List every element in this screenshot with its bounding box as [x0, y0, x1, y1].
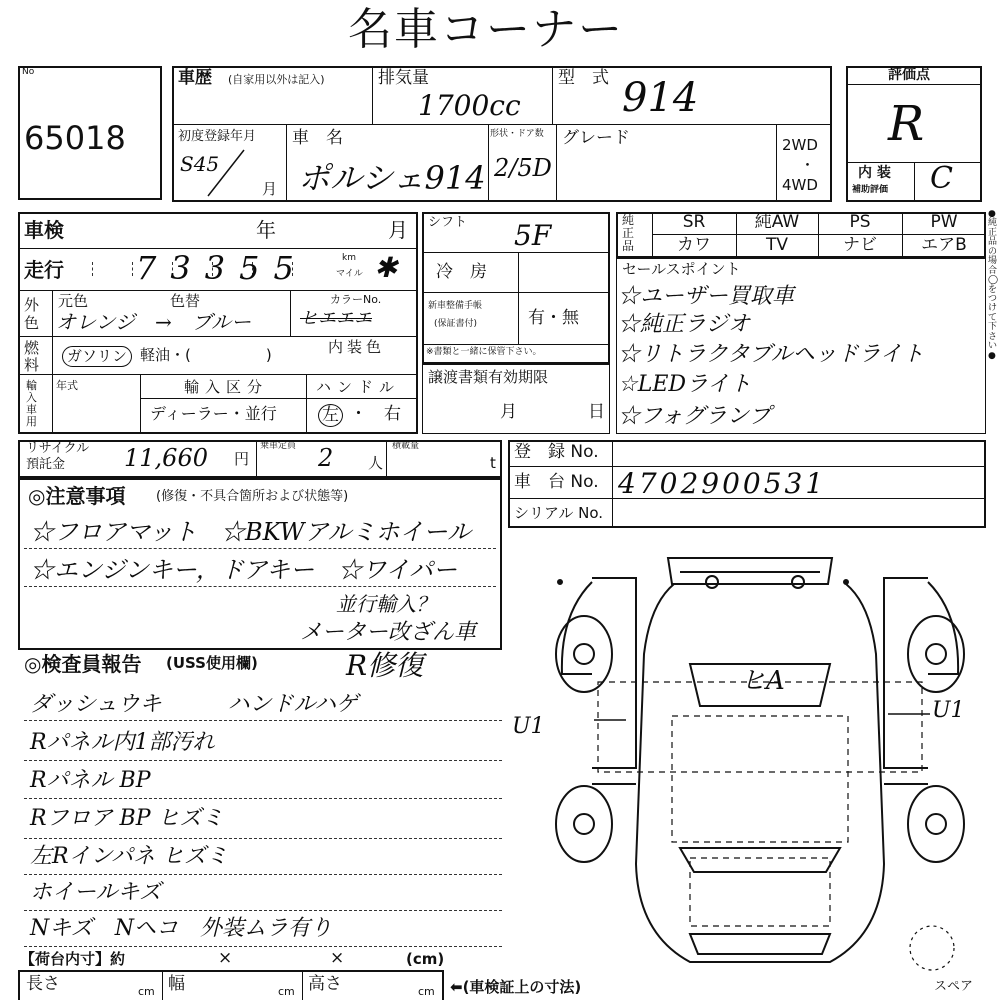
model-year-label: 年式: [56, 379, 78, 392]
diagram-left-mark: U1: [512, 714, 545, 739]
fuel-label: 燃料: [24, 339, 40, 374]
inspector-line-7: Nキズ Nヘコ 外装ムラ有り: [30, 916, 333, 941]
mileage-label: 走行: [24, 258, 64, 282]
color-value: オレンジ → ブルー: [56, 310, 251, 334]
spare-label: スペア: [934, 979, 974, 994]
notes-subtitle: (修復・不具合箇所および状態等): [156, 489, 349, 504]
cargo-length-unit: cm: [138, 985, 155, 998]
reg-no-label: 登 録 No.: [514, 442, 599, 462]
handle-label: ハンドル: [316, 378, 401, 396]
cargo-box: [18, 970, 444, 1000]
sales-point-5: ☆フォグランプ: [618, 404, 771, 429]
mile-unit: マイル: [336, 269, 363, 279]
service-note: ※書類と一緒に保管下さい。: [426, 347, 542, 357]
page-title: 名車コーナー: [348, 4, 624, 55]
car-diagram: [540, 544, 980, 974]
cargo-length-label: 長さ: [26, 974, 60, 994]
chassis-no-value: 4702900531: [618, 467, 827, 500]
first-reg-slash: [196, 146, 256, 198]
first-reg-value: S45: [180, 152, 220, 176]
notes-title: ◎注意事項: [28, 484, 126, 508]
sales-point-3: ☆リトラクタブルヘッドライト: [618, 342, 925, 367]
color-change-label: 色替: [170, 292, 201, 310]
cargo-cm: (cm): [406, 950, 445, 968]
inspector-line-3: Rパネル BP: [30, 768, 151, 793]
note-line-4: メーター改ざん車: [300, 620, 477, 645]
drive-sep: ・: [800, 156, 816, 174]
equip-airbag: エアB: [921, 235, 967, 255]
inspector-subtitle: (USS使用欄): [166, 654, 258, 672]
drive-2wd: 2WD: [782, 136, 818, 154]
km-unit: km: [342, 253, 356, 263]
inspector-line-1: ダッシュウキ ハンドルハゲ: [30, 692, 359, 717]
color-no-label: カラーNo.: [330, 293, 382, 306]
cargo-height-unit: cm: [418, 985, 435, 998]
equip-ps: PS: [849, 212, 871, 232]
inspector-title: ◎検査員報告: [24, 652, 142, 676]
displacement-value: 1700cc: [418, 89, 521, 122]
fuel-other-option: 軽油・( ): [140, 346, 272, 364]
shaken-month-unit: 月: [388, 218, 408, 242]
import-type-value: ディーラー・並行: [150, 404, 277, 423]
cargo-times-2: ×: [330, 948, 345, 968]
shape-value: 2/5D: [494, 154, 552, 182]
capacity-label: 乗車定員: [260, 441, 297, 451]
shaken-label: 車検: [24, 218, 64, 242]
model-value: 914: [622, 75, 699, 121]
serial-no-label: シリアル No.: [514, 504, 604, 522]
load-label: 積載量: [392, 441, 420, 451]
service-book-label: 新車整備手帳: [428, 301, 483, 311]
capacity-value: 2: [318, 444, 334, 472]
handle-right-option: 右: [384, 404, 401, 424]
cargo-times-1: ×: [218, 948, 233, 968]
drive-4wd: 4WD: [782, 176, 818, 194]
note-line-3: 並行輸入？: [336, 592, 436, 616]
first-reg-month-unit: 月: [262, 180, 278, 198]
recycle-yen: 円: [234, 450, 250, 468]
recycle-label-1: リサイクル: [26, 441, 90, 456]
color-no-value: ヒエエエ: [300, 308, 372, 329]
capacity-unit: 人: [368, 454, 384, 472]
sales-points-label: セールスポイント: [622, 260, 741, 278]
import-type-label: 輸入区分: [184, 378, 269, 396]
sales-point-4: ☆LEDライト: [618, 372, 752, 397]
grade-label: グレード: [562, 128, 630, 148]
recycle-amount: 11,660: [124, 444, 208, 472]
shape-label: 形状・ドア数: [490, 129, 544, 139]
shaken-year-unit: 年: [256, 218, 276, 242]
cargo-note: ⬅(車検証上の寸法): [450, 978, 582, 996]
interior-label: 内 装: [858, 165, 891, 181]
transfer-day-unit: 日: [588, 402, 605, 422]
history-note: (自家用以外は記入): [228, 73, 325, 86]
model-label: 型 式: [558, 68, 609, 88]
shift-label: シフト: [428, 215, 468, 230]
inspector-line-6: ホイールキズ: [30, 880, 162, 905]
orig-color-label: 元色: [58, 292, 89, 310]
cargo-height-label: 高さ: [308, 974, 342, 994]
cargo-width-label: 幅: [168, 974, 185, 994]
import-label: 輸入車用: [26, 379, 37, 429]
cargo-width-unit: cm: [278, 985, 295, 998]
sales-point-2: ☆純正ラジオ: [618, 312, 751, 337]
score-value: R: [888, 96, 925, 152]
transfer-label: 譲渡書類有効期限: [428, 368, 549, 386]
lot-number: 65018: [24, 119, 126, 157]
interior-sub-label: 補助評価: [852, 185, 889, 195]
car-name-value: ポルシェ914: [298, 159, 486, 197]
aircon-label: 冷 房: [436, 262, 487, 282]
exterior-label: 外色: [24, 296, 40, 332]
note-line-2: ☆エンジンキー，ドアキー ☆ワイパー: [30, 556, 457, 584]
inspector-line-4: Rフロア BP ヒズミ: [30, 806, 224, 831]
displacement-label: 排気量: [378, 68, 429, 88]
side-vertical-text: ●純正品の場合◯をつけて下さい●: [988, 209, 999, 361]
recycle-label-2: 預託金: [26, 457, 66, 472]
transfer-month-unit: 月: [500, 402, 517, 422]
history-label: 車歴: [178, 68, 212, 88]
inspector-line-5: 左Rインパネ ヒズミ: [30, 844, 229, 869]
service-book-value: 有・無: [528, 308, 579, 328]
handle-sep: ・: [350, 404, 367, 424]
inspector-line-2: Rパネル内1部汚れ: [30, 730, 215, 755]
interior-color-label: 内装色: [328, 338, 386, 356]
service-book-sub: (保証書付): [434, 319, 478, 329]
handle-left-option: 左: [318, 404, 343, 427]
load-unit: t: [490, 454, 496, 472]
car-name-label: 車 名: [292, 128, 343, 148]
mileage-value: 73355: [136, 249, 308, 287]
note-line-1: ☆フロアマット ☆BKWアルミホイール: [30, 518, 471, 546]
fuel-gas-option: ガソリン: [62, 346, 132, 367]
chassis-no-label: 車 台 No.: [514, 472, 599, 492]
lot-no-label: No: [22, 67, 35, 77]
mileage-mark: ✱: [374, 251, 398, 284]
interior-value: C: [930, 161, 953, 196]
inspector-grade-note: R修復: [346, 649, 424, 682]
diagram-right-mark: U1: [932, 698, 965, 723]
diagram-roof-mark: ヒA: [740, 666, 785, 696]
equip-tv: TV: [765, 235, 788, 255]
equip-sr: SR: [682, 212, 706, 232]
equip-leather: カワ: [677, 235, 711, 255]
score-label: 評価点: [888, 67, 930, 83]
sales-point-1: ☆ユーザー買取車: [618, 284, 795, 309]
equip-navi: ナビ: [843, 235, 877, 255]
genuine-label: 純正品: [622, 213, 635, 254]
equip-pw: PW: [930, 212, 958, 232]
cargo-title: 【荷台内寸】約: [20, 950, 126, 968]
first-reg-label: 初度登録年月: [178, 129, 257, 144]
shift-value: 5F: [514, 219, 552, 252]
equip-genuine-aw: 純AW: [754, 212, 800, 232]
